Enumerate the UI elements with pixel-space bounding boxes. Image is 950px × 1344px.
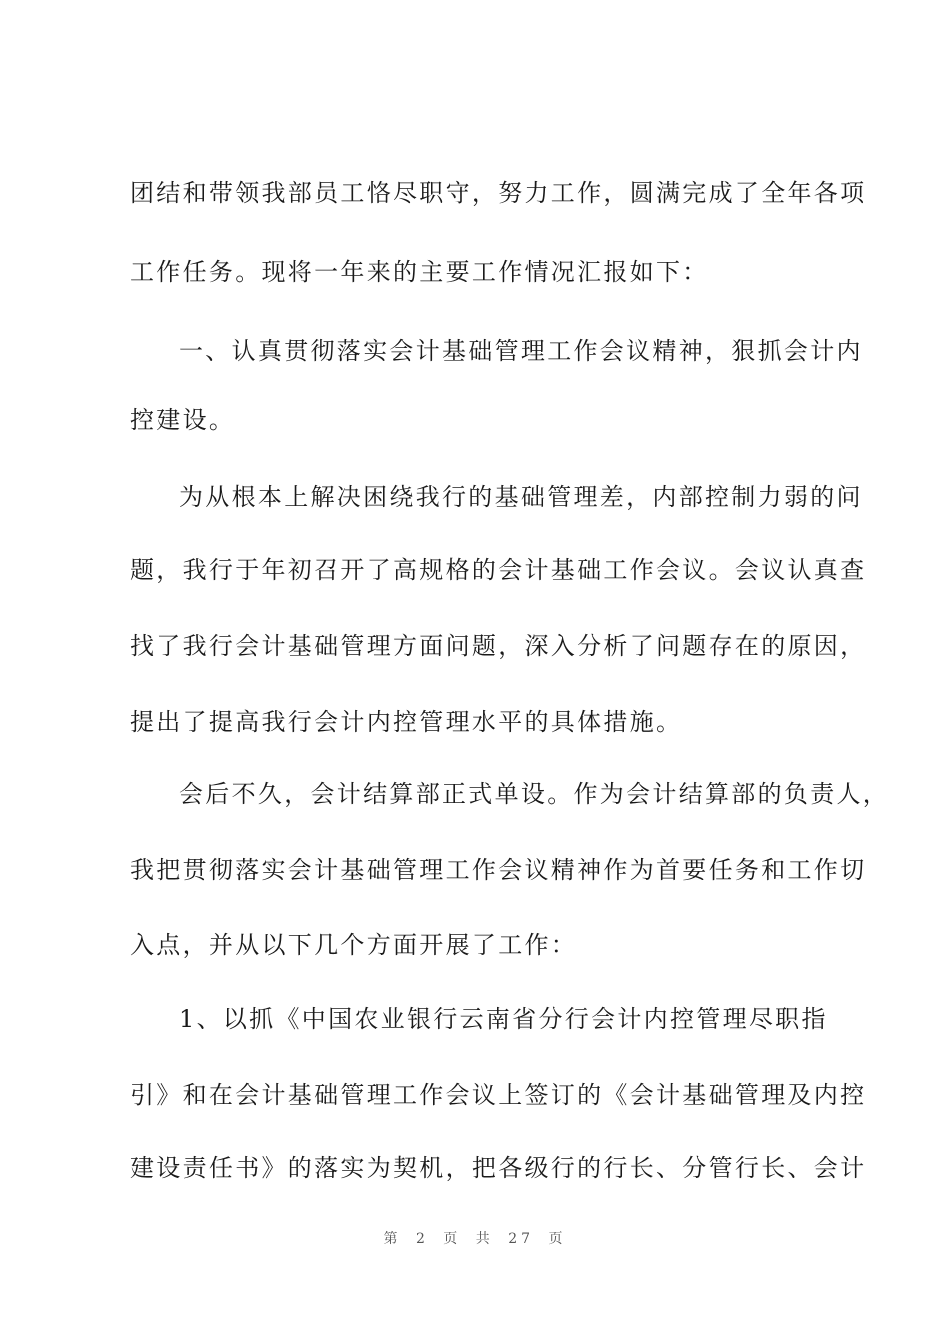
text-line: 提出了提高我行会计内控管理水平的具体措施。 bbox=[130, 708, 683, 736]
page-number-footer: 第 2 页 共 27 页 bbox=[383, 1231, 567, 1247]
paragraph-start: 为从根本上解决困绕我行的基础管理差，内部控制力弱的问 bbox=[179, 483, 863, 511]
text-line: 题，我行于年初召开了高规格的会计基础工作会议。会议认真查 bbox=[130, 556, 867, 584]
text-line: 工作任务。现将一年来的主要工作情况汇报如下： bbox=[130, 258, 709, 286]
text-line: 找了我行会计基础管理方面问题，深入分析了问题存在的原因， bbox=[130, 632, 867, 660]
text-line: 控建设。 bbox=[130, 406, 236, 434]
paragraph-start: 会后不久，会计结算部正式单设。作为会计结算部的负责人， bbox=[179, 780, 890, 808]
section-heading: 一、认真贯彻落实会计基础管理工作会议精神，狠抓会计内 bbox=[179, 337, 863, 365]
text-line: 引》和在会计基础管理工作会议上签订的《会计基础管理及内控 bbox=[130, 1081, 867, 1109]
list-item-start: 1、以抓《中国农业银行云南省分行会计内控管理尽职指 bbox=[179, 1005, 828, 1033]
text-line: 团结和带领我部员工恪尽职守，努力工作，圆满完成了全年各项 bbox=[130, 179, 867, 207]
text-line: 建设责任书》的落实为契机，把各级行的行长、分管行长、会计 bbox=[130, 1154, 867, 1182]
text-line: 入点，并从以下几个方面开展了工作： bbox=[130, 931, 578, 959]
text-line: 我把贯彻落实会计基础管理工作会议精神作为首要任务和工作切 bbox=[130, 856, 867, 884]
